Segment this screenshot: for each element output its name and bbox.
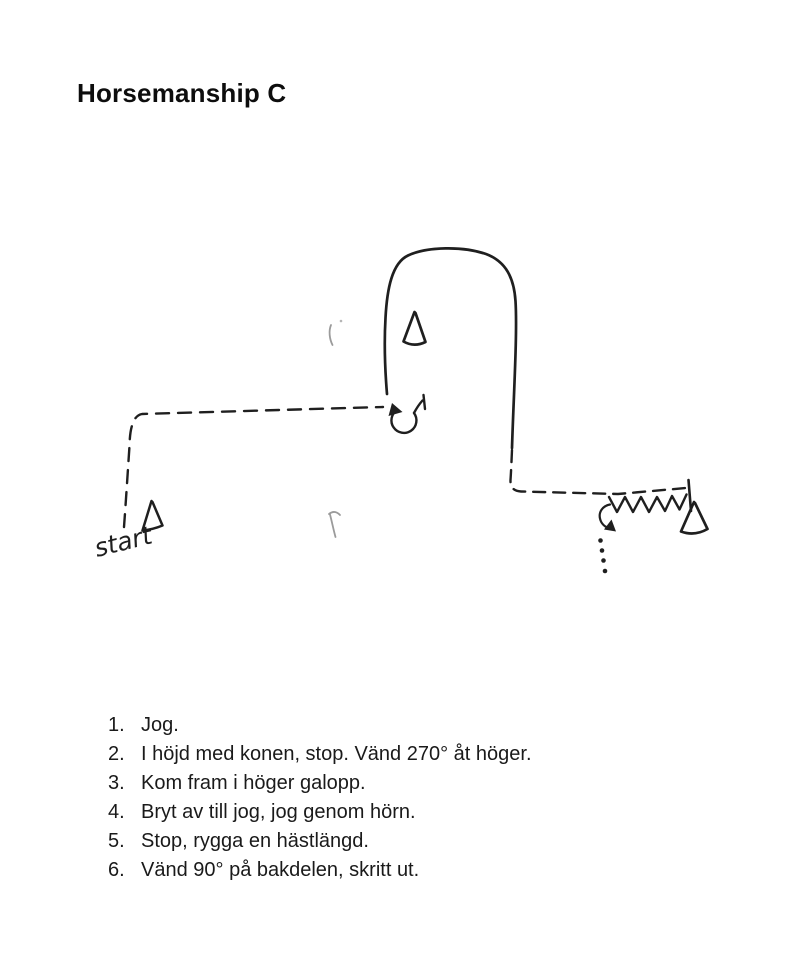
stray-dot	[340, 320, 343, 323]
backup-zigzag-icon	[609, 495, 687, 513]
list-item-number: 1.	[108, 714, 125, 736]
list-item	[108, 769, 532, 798]
walk-out-dotted-path	[598, 538, 607, 573]
stray-mark-bottom	[329, 512, 340, 537]
list-item-number: 6.	[108, 859, 125, 881]
stray-mark-top	[330, 325, 333, 345]
turn-270-loop-icon	[389, 395, 426, 433]
list-item-number: 3.	[108, 772, 125, 794]
list-item-text: Jog.	[141, 714, 179, 736]
instruction-list	[108, 711, 532, 885]
list-item	[108, 827, 532, 856]
list-item-text: Bryt av till jog, jog genom hörn.	[141, 801, 416, 823]
list-item	[108, 798, 532, 827]
jog-dashed-path	[124, 407, 383, 527]
list-item-text: Stop, rygga en hästlängd.	[141, 830, 369, 852]
right-cone-icon	[681, 502, 708, 534]
page-title: Horsemanship C	[77, 78, 287, 108]
jog-dashed-path-right	[510, 450, 686, 494]
list-item	[108, 856, 532, 885]
list-item-text: Vänd 90° på bakdelen, skritt ut.	[141, 859, 420, 881]
list-item	[108, 711, 532, 740]
list-item-number: 2.	[108, 743, 125, 765]
list-item-number: 4.	[108, 801, 125, 823]
top-cone-icon	[404, 312, 426, 345]
list-item-text: Kom fram i höger galopp.	[141, 772, 366, 794]
start-label: start	[91, 520, 155, 563]
list-item	[108, 740, 532, 769]
walk-out-arrow-icon	[600, 505, 616, 532]
list-item-number: 5.	[108, 830, 125, 852]
list-item-text: I höjd med konen, stop. Vänd 270° åt höger.	[141, 743, 532, 765]
canter-arch-path	[385, 248, 516, 448]
